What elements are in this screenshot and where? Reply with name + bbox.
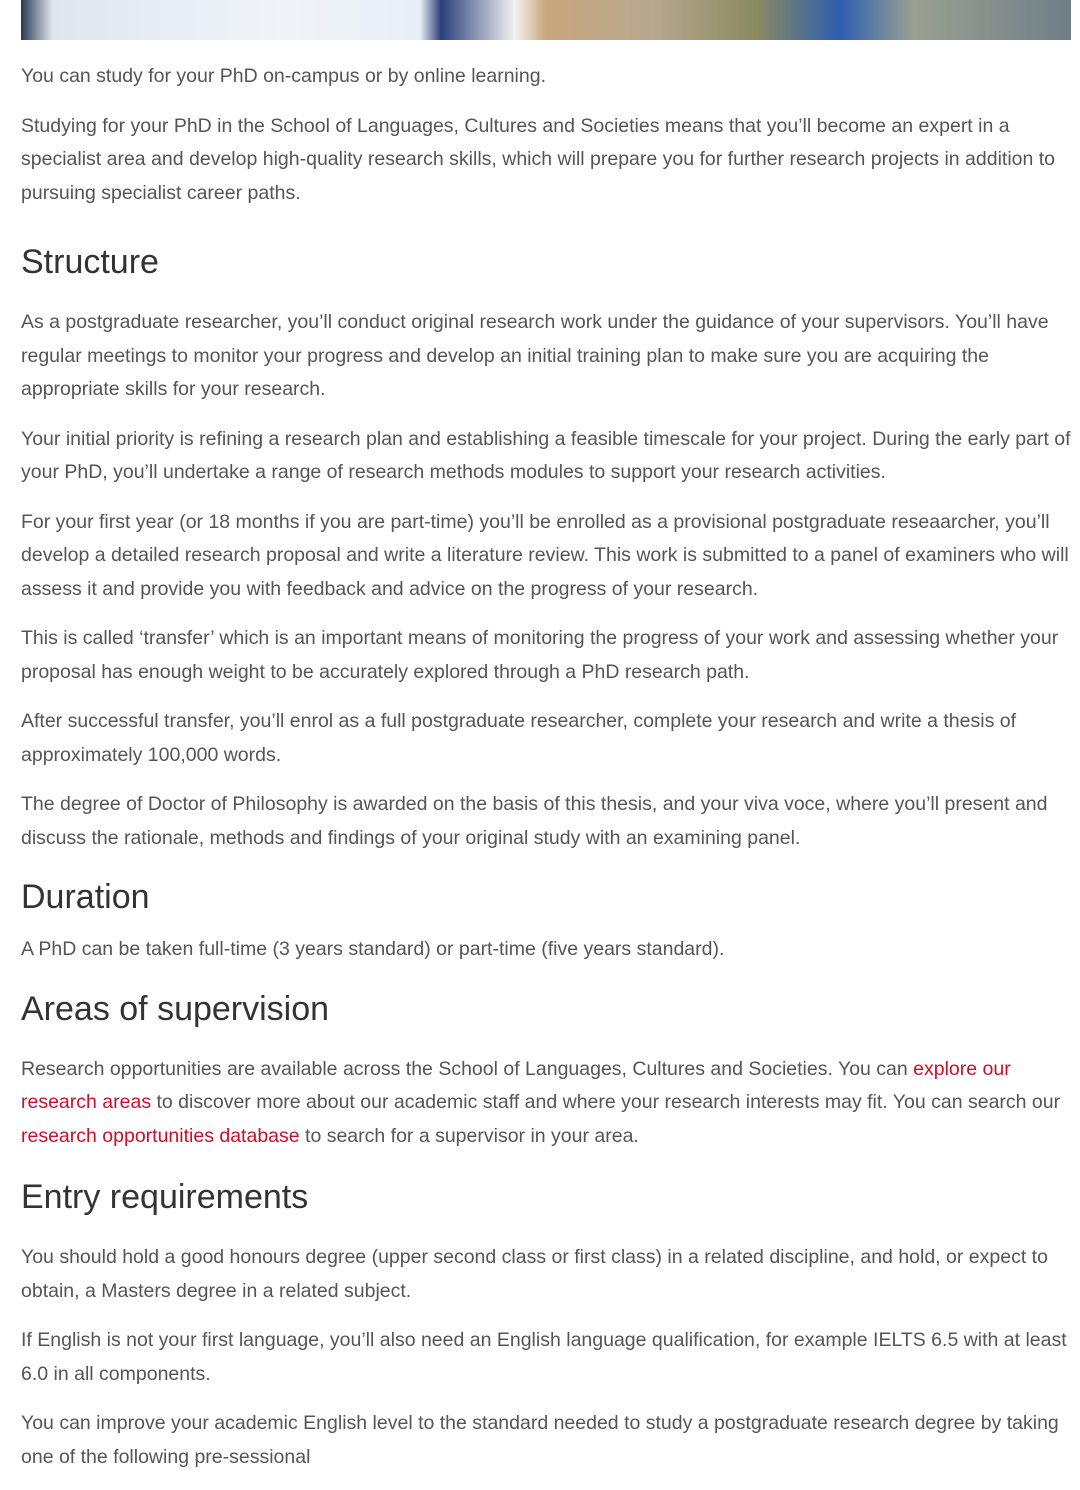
duration-heading: Duration bbox=[21, 878, 150, 916]
hero-image bbox=[21, 0, 1071, 40]
duration-paragraph: A PhD can be taken full-time (3 years standard) or part-time (five years standard). bbox=[21, 938, 725, 960]
entry-paragraph: If English is not your first language, you’ll also need an English language qualification, for example IELTS 6.5 with at least 6.0 in all components. bbox=[21, 1329, 1067, 1385]
main-content bbox=[21, 60, 1071, 1490]
entry-paragraph: You can improve your academic English level to the standard needed to study a postgraduate research degree by taking one of the following pre-sessional bbox=[21, 1412, 1059, 1468]
entry-paragraph: You should hold a good honours degree (upper second class or first class) in a related discipline, and hold, or expect to obtain, a Masters degree in a related subject. bbox=[21, 1246, 1048, 1302]
structure-paragraph: For your first year (or 18 months if you are part-time) you’ll be enrolled as a provisional postgraduate reseaarcher, you’ll develop a detailed research proposal and write a literature review. This work is submitted to a panel of examiners who will assess it and provide you with feedback and advice on the progress of your research. bbox=[21, 510, 1069, 600]
supervision-text: to discover more about our academic staff and where your research interests may fit. You can search our bbox=[151, 1091, 1061, 1113]
supervision-heading: Areas of supervision bbox=[21, 989, 330, 1028]
supervision-paragraph bbox=[21, 1053, 1071, 1154]
intro-paragraph: You can study for your PhD on-campus or by online learning. bbox=[21, 65, 546, 87]
research-opportunities-database-link[interactable]: research opportunities database bbox=[21, 1124, 300, 1147]
structure-heading: Structure bbox=[21, 243, 159, 281]
explore-research-areas-link[interactable]: explore our research areas bbox=[21, 1057, 1011, 1113]
supervision-text: Research opportunities are available across the School of Languages, Cultures and Societies. You can bbox=[21, 1057, 914, 1080]
structure-paragraph: As a postgraduate researcher, you’ll conduct original research work under the guidance of your supervisors. You’ll have regular meetings to monitor your progress and develop an initial training plan to make sure you are acquiring the appropriate skills for your research. bbox=[21, 311, 1049, 400]
structure-paragraph: Your initial priority is refining a research plan and establishing a feasible timescale for your project. During the early part of your PhD, you’ll undertake a range of research methods modules to support your research activities. bbox=[21, 427, 1071, 483]
structure-paragraph: The degree of Doctor of Philosophy is awarded on the basis of this thesis, and your viva voce, where you’ll present and discuss the rationale, methods and findings of your original study with an examining panel. bbox=[21, 793, 1048, 849]
structure-paragraph: After successful transfer, you’ll enrol as a full postgraduate researcher, complete your research and write a thesis of approximately 100,000 words. bbox=[21, 710, 1016, 766]
structure-paragraph: This is called ‘transfer’ which is an important means of monitoring the progress of your work and assessing whether your proposal has enough weight to be accurately explored through a PhD research path. bbox=[21, 627, 1059, 683]
supervision-text: to search for a supervisor in your area. bbox=[299, 1124, 639, 1147]
intro-paragraph: Studying for your PhD in the School of Languages, Cultures and Societies means that you’ll become an expert in a specialist area and develop high-quality research skills, which will prepare you for further research projects in addition to pursuing specialist career paths. bbox=[21, 114, 1056, 204]
entry-requirements-heading: Entry requirements bbox=[21, 1178, 309, 1216]
